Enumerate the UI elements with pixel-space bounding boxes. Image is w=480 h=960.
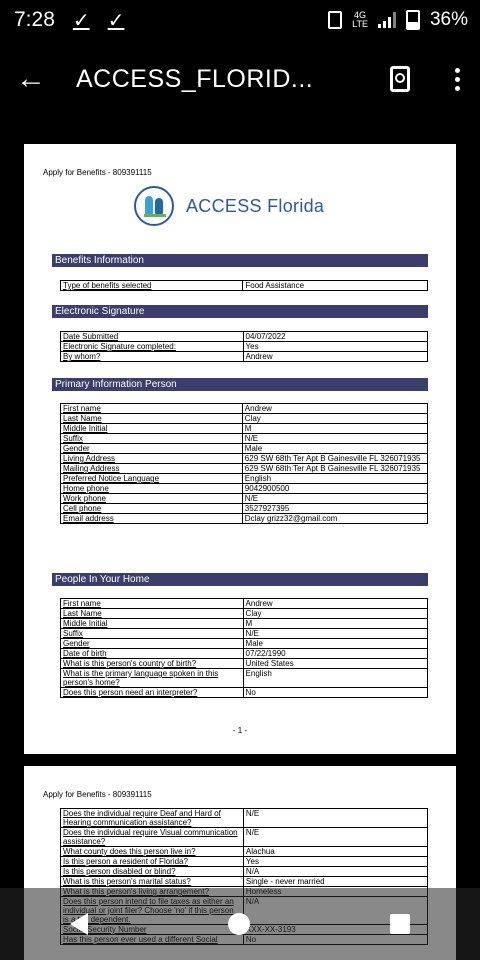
- primary-person-table: [60, 403, 428, 524]
- field-value: 07/22/1990: [243, 649, 427, 659]
- table-row: [61, 352, 428, 362]
- field-label: Living Address: [61, 454, 243, 464]
- table-row: [61, 342, 428, 352]
- field-value: Andrew: [243, 599, 427, 609]
- system-nav-bar: [0, 888, 480, 960]
- field-value: English: [243, 669, 427, 688]
- field-value: 3527927395: [242, 504, 427, 514]
- table-row: [61, 434, 428, 444]
- table-row: [61, 828, 428, 847]
- field-value: United States: [243, 659, 427, 669]
- field-label: Home phone: [61, 484, 243, 494]
- nav-home-icon[interactable]: [228, 913, 250, 935]
- network-type-bottom: LTE: [352, 19, 368, 29]
- table-row: [61, 688, 428, 698]
- field-value: 04/07/2022: [243, 332, 427, 342]
- table-row: [61, 619, 428, 629]
- table-row: [61, 404, 428, 414]
- section-people-in-home: People In Your Home: [52, 573, 428, 586]
- field-label: What is this person's country of birth?: [61, 659, 244, 669]
- table-row: [61, 504, 428, 514]
- field-value: Male: [243, 639, 427, 649]
- field-value: 9042900500: [242, 484, 427, 494]
- section-signature: Electronic Signature: [52, 305, 428, 318]
- table-row: [61, 464, 428, 474]
- field-value: Single - never married: [243, 877, 427, 887]
- field-value: English: [242, 474, 427, 484]
- field-label: Work phone: [61, 494, 243, 504]
- access-florida-logo: [134, 186, 324, 226]
- more-options-icon[interactable]: [450, 68, 464, 91]
- table-row: [61, 494, 428, 504]
- field-value: N/A: [243, 867, 427, 877]
- field-label: Suffix: [61, 434, 243, 444]
- field-label: Last Name: [61, 609, 244, 619]
- table-row: [61, 809, 428, 828]
- table-row: [61, 454, 428, 464]
- field-value: Andrew: [242, 404, 427, 414]
- table-row: [61, 649, 428, 659]
- table-row: [61, 629, 428, 639]
- field-label: Preferred Notice Language: [61, 474, 243, 484]
- field-label: Gender: [61, 639, 244, 649]
- app-bar: [0, 40, 480, 118]
- table-row: [61, 332, 428, 342]
- benefits-table: [60, 280, 428, 291]
- field-value: Andrew: [243, 352, 427, 362]
- field-label: Middle Initial: [61, 619, 244, 629]
- field-label: What is this person's marital status?: [61, 877, 244, 887]
- field-value: Yes: [243, 857, 427, 867]
- table-row: [61, 867, 428, 877]
- table-row: [61, 639, 428, 649]
- field-label: Does this person need an interpreter?: [61, 688, 244, 698]
- field-label: Cell phone: [61, 504, 243, 514]
- field-label: First name: [61, 404, 243, 414]
- seal-icon: [134, 186, 174, 226]
- search-document-icon[interactable]: [386, 64, 420, 94]
- table-row: [61, 424, 428, 434]
- field-label: Type of benefits selected: [61, 281, 243, 291]
- page-header: Apply for Benefits - 809391115: [43, 790, 152, 799]
- field-value: N/E: [243, 629, 427, 639]
- field-label: What county does this person live in?: [61, 847, 244, 857]
- field-label: Date Submitted: [61, 332, 244, 342]
- field-label: Mailing Address: [61, 464, 243, 474]
- field-label: Electronic Signature completed:: [61, 342, 244, 352]
- field-value: Yes: [243, 342, 427, 352]
- signature-table: [60, 331, 428, 362]
- field-value: 629 SW 68th Ter Apt B Gainesville FL 326071935: [242, 454, 427, 464]
- network-type-top: 4G: [354, 10, 367, 20]
- field-value: Dclay grizz32@gmail.com: [242, 514, 427, 524]
- table-row: [61, 514, 428, 524]
- battery-icon: [406, 10, 420, 30]
- document-title: ACCESS_FLORID...: [76, 64, 314, 93]
- pdf-page-1: [24, 144, 456, 754]
- vibrate-icon: [328, 11, 342, 29]
- field-label: By whom?: [61, 352, 244, 362]
- field-value: Male: [242, 444, 427, 454]
- field-value: N/E: [243, 828, 427, 847]
- field-label: Date of birth: [61, 649, 244, 659]
- field-label: Is this person disabled or blind?: [61, 867, 244, 877]
- page-number: - 1 -: [232, 726, 248, 735]
- table-row: [61, 659, 428, 669]
- field-value: 629 SW 68th Ter Apt B Gainesville FL 326071935: [242, 464, 427, 474]
- field-label: Does the individual require Visual communication assistance?: [61, 828, 244, 847]
- nav-recents-icon[interactable]: [390, 914, 410, 934]
- status-bar: [0, 0, 480, 40]
- field-label: What is the primary language spoken in this person's home?: [61, 669, 244, 688]
- field-value: Clay: [243, 609, 427, 619]
- page-header: Apply for Benefits - 809391115: [43, 168, 152, 177]
- battery-percent: 36%: [429, 9, 468, 30]
- people-in-home-table: [60, 598, 428, 698]
- brand-name: ACCESS Florida: [186, 195, 325, 216]
- section-benefits: Benefits Information: [52, 254, 428, 267]
- checkmark-notification-icon: ✓: [72, 9, 90, 32]
- table-row: [61, 847, 428, 857]
- field-value: M: [242, 424, 427, 434]
- field-value: Food Assistance: [243, 281, 428, 291]
- table-row: [61, 484, 428, 494]
- table-row: [61, 414, 428, 424]
- field-label: First name: [61, 599, 244, 609]
- table-row: [61, 444, 428, 454]
- table-row: [61, 877, 428, 887]
- table-row: [61, 857, 428, 867]
- status-time: 7:28: [14, 8, 55, 31]
- table-row: [61, 599, 428, 609]
- table-row: [61, 669, 428, 688]
- table-row: [61, 609, 428, 619]
- field-label: Is this person a resident of Florida?: [61, 857, 244, 867]
- field-label: Middle Initial: [61, 424, 243, 434]
- back-arrow-icon[interactable]: ←: [16, 62, 46, 95]
- field-label: Email address: [61, 514, 243, 524]
- field-value: Clay: [242, 414, 427, 424]
- field-label: Does the individual require Deaf and Hard of Hearing communication assistance?: [61, 809, 244, 828]
- field-label: Suffix: [61, 629, 244, 639]
- field-value: M: [243, 619, 427, 629]
- field-label: Last Name: [61, 414, 243, 424]
- field-value: N/E: [242, 494, 427, 504]
- section-primary-person: Primary Information Person: [52, 378, 428, 391]
- signal-icon: [378, 12, 396, 28]
- table-row: [61, 474, 428, 484]
- field-value: Alachua: [243, 847, 427, 857]
- nav-back-icon[interactable]: [70, 913, 88, 935]
- field-value: No: [243, 688, 427, 698]
- checkmark-notification-icon: ✓: [107, 9, 125, 32]
- table-row: [61, 281, 428, 291]
- network-type-icon: [352, 11, 368, 29]
- field-value: N/E: [242, 434, 427, 444]
- field-label: Gender: [61, 444, 243, 454]
- field-value: N/E: [243, 809, 427, 828]
